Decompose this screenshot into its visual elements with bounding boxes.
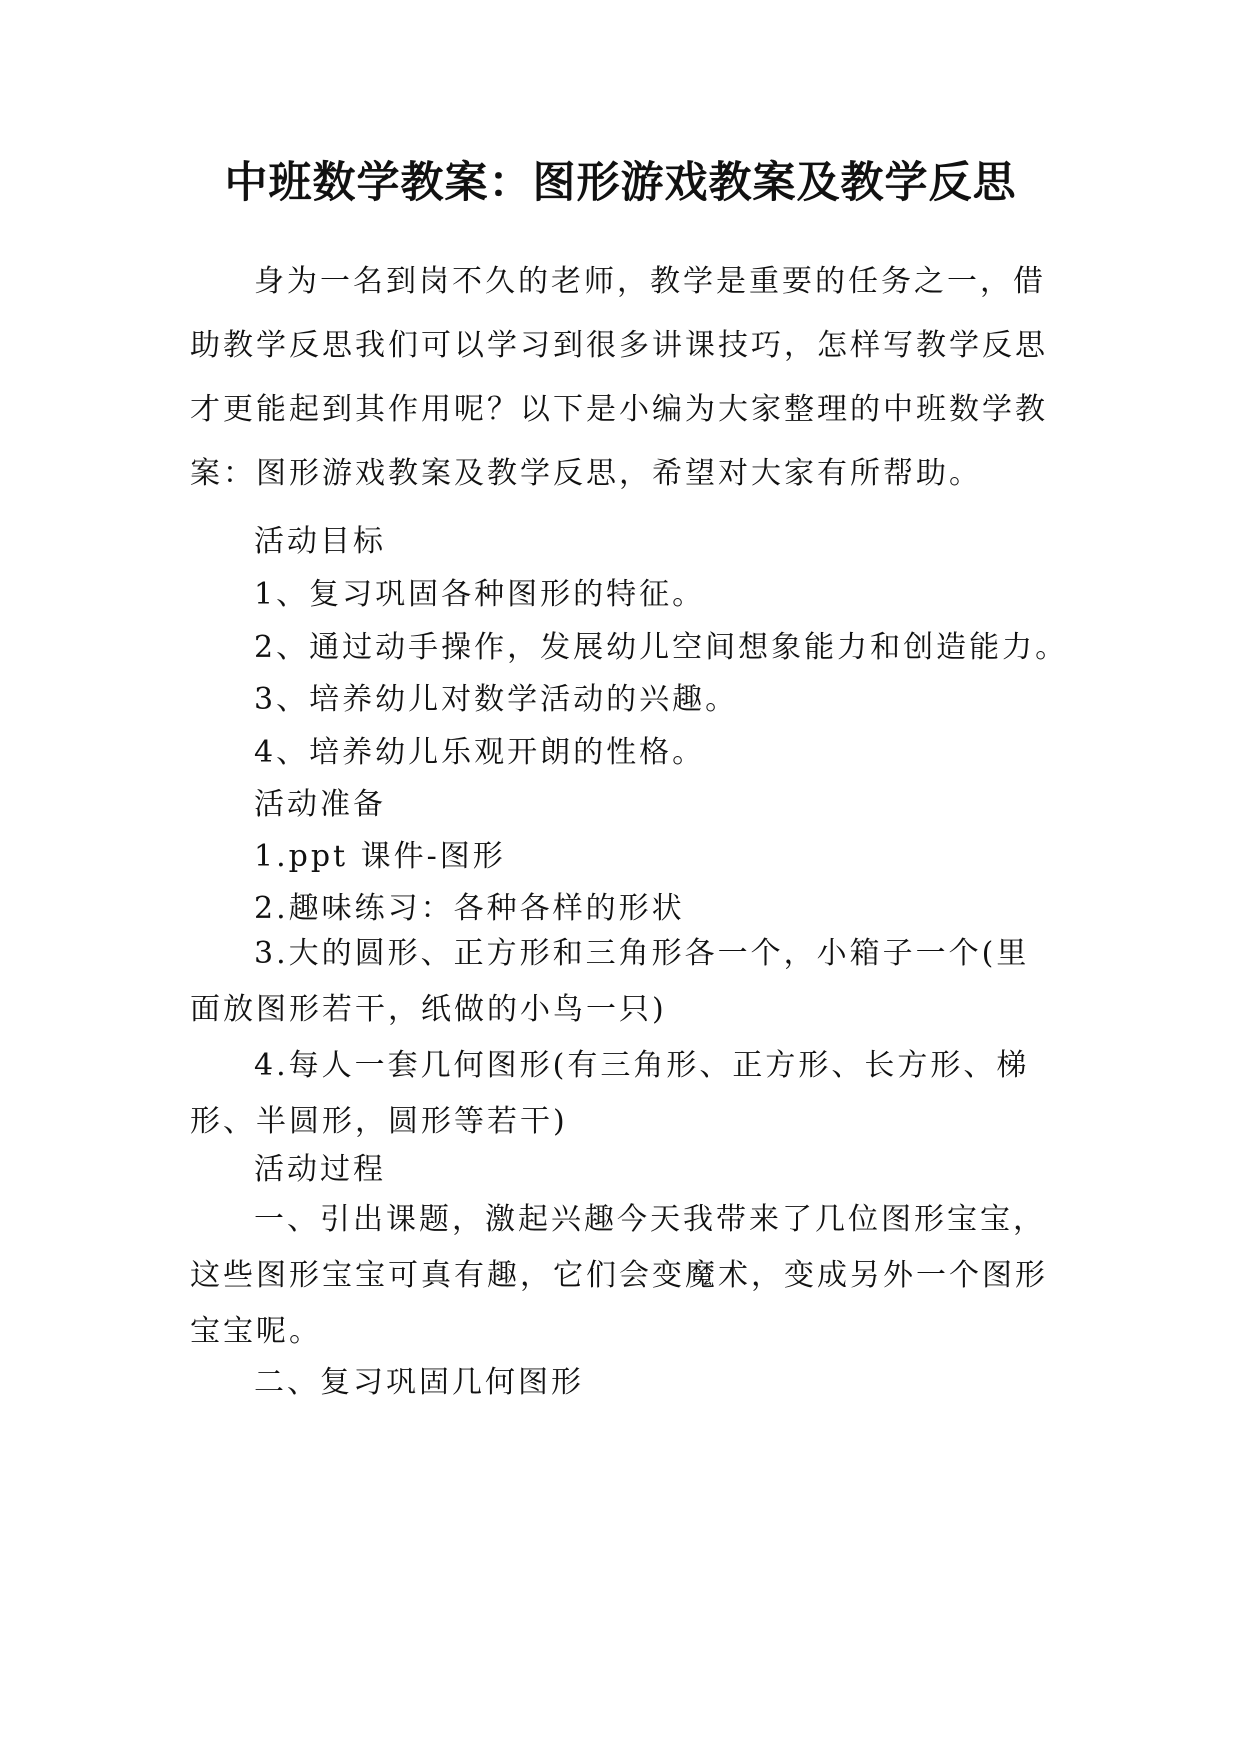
process-step-1: 一、引出课题，激起兴趣今天我带来了几位图形宝宝，这些图形宝宝可真有趣，它们会变魔术，变成另外一个图形宝宝呢。 xyxy=(190,1202,1048,1349)
prep-item-2: 2.趣味练习：各种各样的形状 xyxy=(254,891,685,926)
goal-item-2: 2、通过动手操作，发展幼儿空间想象能力和创造能力。 xyxy=(254,630,1069,665)
prep-heading: 活动准备 xyxy=(254,787,386,822)
intro-paragraph: 身为一名到岗不久的老师，教学是重要的任务之一，借助教学反思我们可以学习到很多讲课技巧，怎样写教学反思才更能起到其作用呢？以下是小编为大家整理的中班数学教案：图形游戏教案及教学反思，希望对大家有所帮助。 xyxy=(190,264,1048,491)
document-title: 中班数学教案：图形游戏教案及教学反思 xyxy=(224,158,1017,208)
goal-item-3: 3、培养幼儿对数学活动的兴趣。 xyxy=(254,682,739,717)
goal-item-1: 1、复习巩固各种图形的特征。 xyxy=(254,577,706,612)
prep-item-1: 1.ppt 课件-图形 xyxy=(254,839,506,874)
goal-item-4: 4、培养幼儿乐观开朗的性格。 xyxy=(254,735,706,770)
prep-item-4: 4.每人一套几何图形(有三角形、正方形、长方形、梯形、半圆形，圆形等若干) xyxy=(190,1048,1030,1139)
process-heading: 活动过程 xyxy=(254,1152,386,1187)
process-step-2: 二、复习巩固几何图形 xyxy=(254,1365,584,1400)
goals-heading: 活动目标 xyxy=(254,524,386,559)
prep-item-3: 3.大的圆形、正方形和三角形各一个，小箱子一个(里面放图形若干，纸做的小鸟一只) xyxy=(190,936,1030,1027)
